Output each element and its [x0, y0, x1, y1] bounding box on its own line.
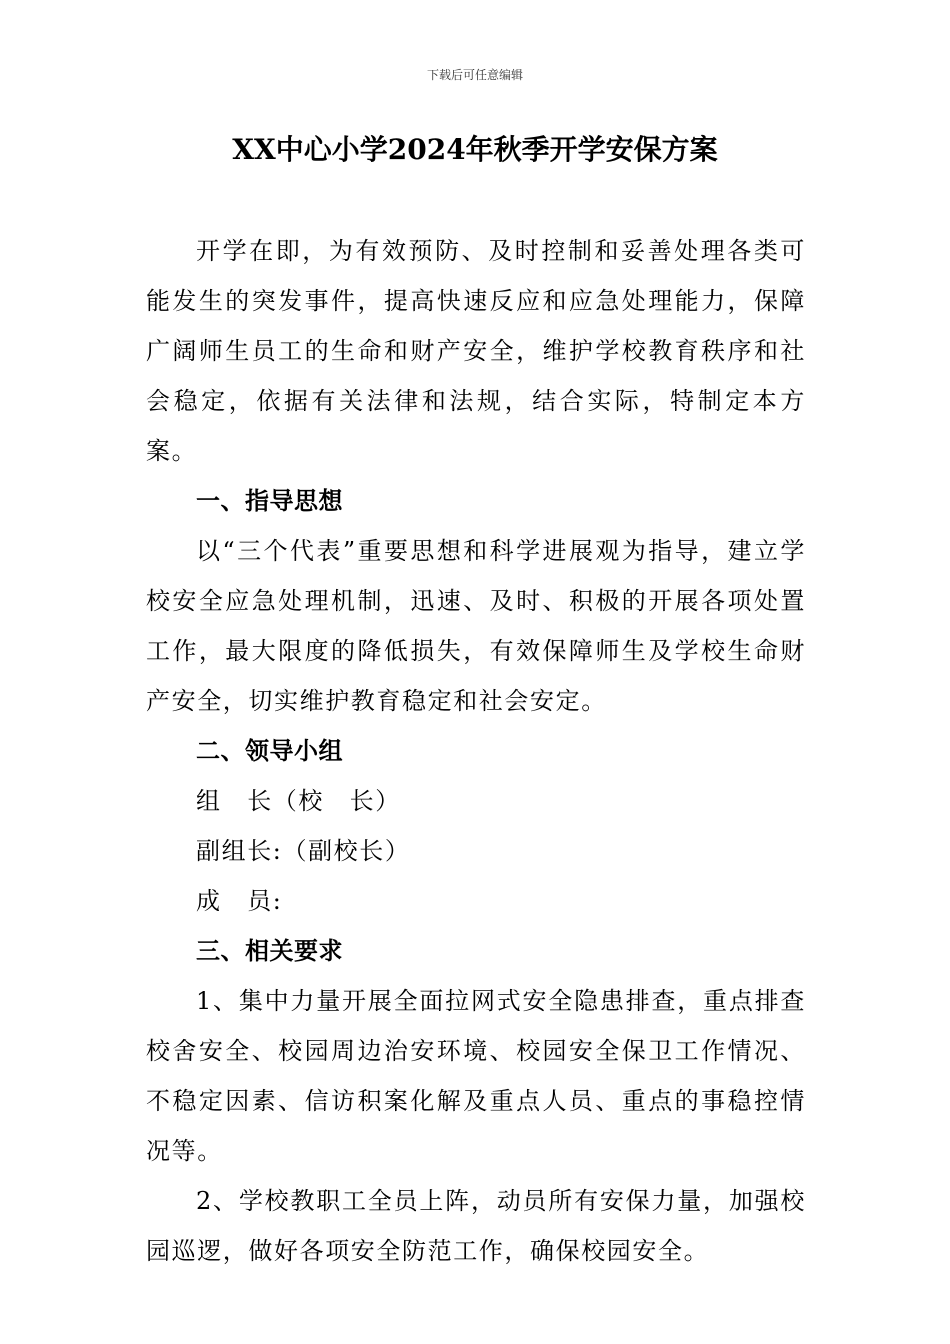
- document-title: XX中心小学2024年秋季开学安保方案: [232, 133, 718, 166]
- header-note: 下载后可任意编辑: [426, 68, 523, 82]
- guiding-ideology-paragraph: 以“三个代表”重要思想和科学进展观为指导，建立学校安全应急处理机制，迅速、及时、积极的开展各项处置工作，最大限度的降低损失，有效保障师生及学校生命财产安全，切实维护教育稳定和社会安定。: [146, 537, 806, 715]
- members-line: 成 员:: [196, 887, 283, 915]
- section-heading-leadership-group: 二、领导小组: [196, 737, 343, 765]
- deputy-leader-line: 副组长:（副校长）: [196, 837, 411, 865]
- intro-paragraph: 开学在即，为有效预防、及时控制和妥善处理各类可能发生的突发事件，提高快速反应和应急处理能力，保障广阔师生员工的生命和财产安全，维护学校教育秩序和社会稳定，依据有关法律和法规，结合实际，特制定本方案。: [146, 237, 806, 465]
- requirement-item-1: 1、集中力量开展全面拉网式安全隐患排查，重点排查校舍安全、校园周边治安环境、校园安全保卫工作情况、不稳定因素、信访积案化解及重点人员、重点的事稳控情况等。: [146, 987, 806, 1165]
- section-heading-guiding-ideology: 一、指导思想: [196, 487, 343, 515]
- requirement-item-2: 2、学校教职工全员上阵，动员所有安保力量，加强校园巡逻，做好各项安全防范工作，确保校园安全。: [146, 1187, 806, 1265]
- section-heading-requirements: 三、相关要求: [196, 937, 343, 965]
- leader-line: 组 长（校 长）: [196, 787, 401, 815]
- document-body: [146, 226, 806, 1276]
